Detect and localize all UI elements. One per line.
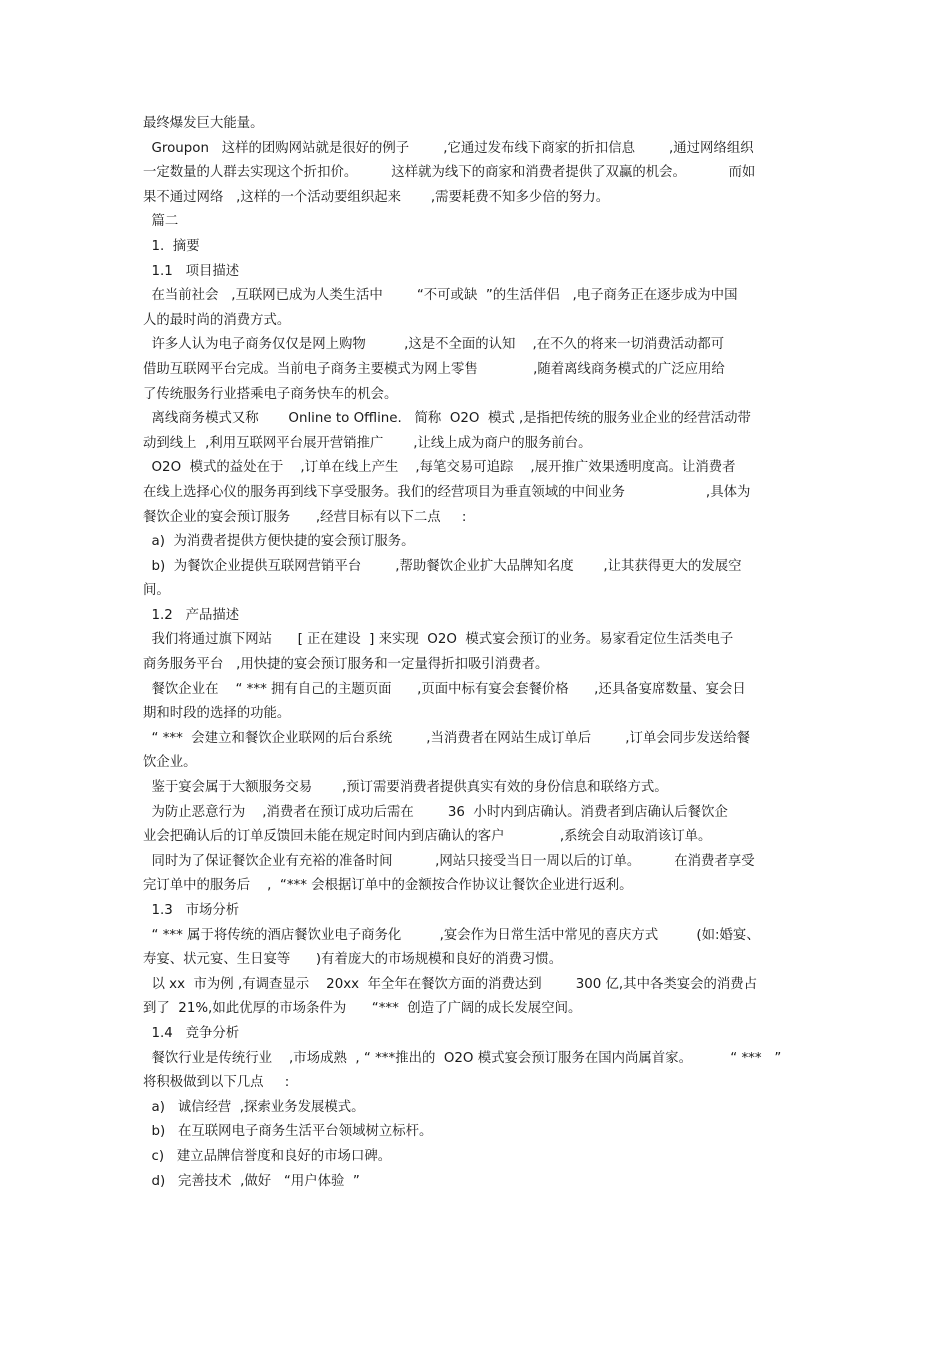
- paragraph-line: d) 完善技术 ,做好 “用户体验 ”: [143, 1173, 360, 1189]
- paragraph-line: 餐饮企业在 “ *** 拥有自己的主题页面 ,页面中标有宴会套餐价格 ,还具备宴席数量、宴会日: [143, 681, 746, 697]
- paragraph-line: 餐饮企业的宴会预订服务 ,经营目标有以下二点 :: [143, 509, 467, 525]
- paragraph-line: 期和时段的选择的功能。: [143, 706, 291, 722]
- paragraph-line: 在当前社会 ,互联网已成为人类生活中 “不可或缺 ”的生活伴侣 ,电子商务正在逐步成为中国: [143, 288, 738, 304]
- paragraph-line: 为防止恶意行为 ,消费者在预订成功后需在 36 小时内到店确认。消费者到店确认后餐饮企: [143, 804, 728, 820]
- paragraph-line: 鉴于宴会属于大额服务交易 ,预订需要消费者提供真实有效的身份信息和联络方式。: [143, 780, 668, 796]
- paragraph-line: 间。: [143, 583, 170, 599]
- paragraph-line: 篇二: [143, 214, 179, 230]
- paragraph-line: 许多人认为电子商务仅仅是网上购物 ,这是不全面的认知 ,在不久的将来一切消费活动都可: [143, 337, 725, 353]
- paragraph-line: 离线商务模式又称 Online to Offline. 简称 O2O 模式 ,是指把传统的服务业企业的经营活动带: [143, 411, 751, 427]
- paragraph-line: 一定数量的人群去实现这个折扣价。 这样就为线下的商家和消费者提供了双赢的机会。 而如: [143, 165, 756, 181]
- paragraph-line: “ *** 属于将传统的酒店餐饮业电子商务化 ,宴会作为日常生活中常见的喜庆方式 (如:婚宴、: [143, 927, 760, 943]
- paragraph-line: 同时为了保证餐饮企业有充裕的准备时间 ,网站只接受当日一周以后的订单。 在消费者享受: [143, 853, 755, 869]
- paragraph-line: 1.4 竞争分析: [143, 1025, 240, 1041]
- paragraph-line: 人的最时尚的消费方式。: [143, 312, 291, 328]
- paragraph-line: 将积极做到以下几点 :: [143, 1075, 290, 1091]
- paragraph-line: Groupon 这样的团购网站就是很好的例子 ,它通过发布线下商家的折扣信息 ,通过网络组织: [143, 140, 754, 156]
- paragraph-line: 1.1 项目描述: [143, 263, 240, 279]
- paragraph-line: a) 为消费者提供方便快捷的宴会预订服务。: [143, 534, 415, 550]
- paragraph-line: 饮企业。: [143, 755, 197, 771]
- paragraph-line: 1.2 产品描述: [143, 607, 240, 623]
- paragraph-line: 借助互联网平台完成。当前电子商务主要模式为网上零售 ,随着离线商务模式的广泛应用给: [143, 361, 725, 377]
- paragraph-line: 动到线上 ,利用互联网平台展开营销推广 ,让线上成为商户的服务前台。: [143, 435, 592, 451]
- paragraph-line: 到了 21%,如此优厚的市场条件为 “*** 创造了广阔的成长发展空间。: [143, 1001, 582, 1017]
- paragraph-line: 1. 摘要: [143, 238, 200, 254]
- paragraph-line: 寿宴、状元宴、生日宴等 )有着庞大的市场规模和良好的消费习惯。: [143, 952, 563, 968]
- paragraph-line: 1.3 市场分析: [143, 903, 240, 918]
- paragraph-line: b) 在互联网电子商务生活平台领域树立标杆。: [143, 1124, 433, 1140]
- paragraph-line: 餐饮行业是传统行业 ,市场成熟 , “ ***推出的 O2O 模式宴会预订服务在国内尚属首家。 “ *** ”: [143, 1050, 782, 1066]
- paragraph-line: c) 建立品牌信誉度和良好的市场口碑。: [143, 1148, 392, 1164]
- paragraph-line: 在线上选择心仪的服务再到线下享受服务。我们的经营项目为垂直领域的中间业务 ,具体为: [143, 484, 751, 500]
- paragraph-line: 果不通过网络 ,这样的一个活动要组织起来 ,需要耗费不知多少倍的努力。: [143, 189, 610, 205]
- paragraph-line: 最终爆发巨大能量。: [143, 116, 264, 131]
- paragraph-line: “ *** 会建立和餐饮企业联网的后台系统 ,当消费者在网站生成订单后 ,订单会同步发送给餐: [143, 730, 750, 746]
- paragraph-line: O2O 模式的益处在于 ,订单在线上产生 ,每笔交易可追踪 ,展开推广效果透明度高。让消费者: [143, 460, 736, 476]
- paragraph-line: b) 为餐饮企业提供互联网营销平台 ,帮助餐饮企业扩大品牌知名度 ,让其获得更大的发展空: [143, 558, 742, 574]
- paragraph-line: 了传统服务行业搭乘电子商务快车的机会。: [143, 386, 398, 402]
- document-page: [143, 112, 813, 1194]
- paragraph-line: 商务服务平台 ,用快捷的宴会预订服务和一定量得折扣吸引消费者。: [143, 657, 549, 673]
- paragraph-line: 完订单中的服务后 , “*** 会根据订单中的金额按合作协议让餐饮企业进行返利。: [143, 878, 633, 894]
- paragraph-line: 以 xx 市为例 ,有调查显示 20xx 年全年在餐饮方面的消费达到 300 亿,其中各类宴会的消费占: [143, 976, 758, 992]
- paragraph-line: a) 诚信经营 ,探索业务发展模式。: [143, 1099, 365, 1115]
- paragraph-line: 业会把确认后的订单反馈回未能在规定时间内到店确认的客户 ,系统会自动取消该订单。: [143, 829, 712, 845]
- paragraph-line: 我们将通过旗下网站 [ 正在建设 ] 来实现 O2O 模式宴会预订的业务。易家看定位生活类电子: [143, 632, 734, 648]
